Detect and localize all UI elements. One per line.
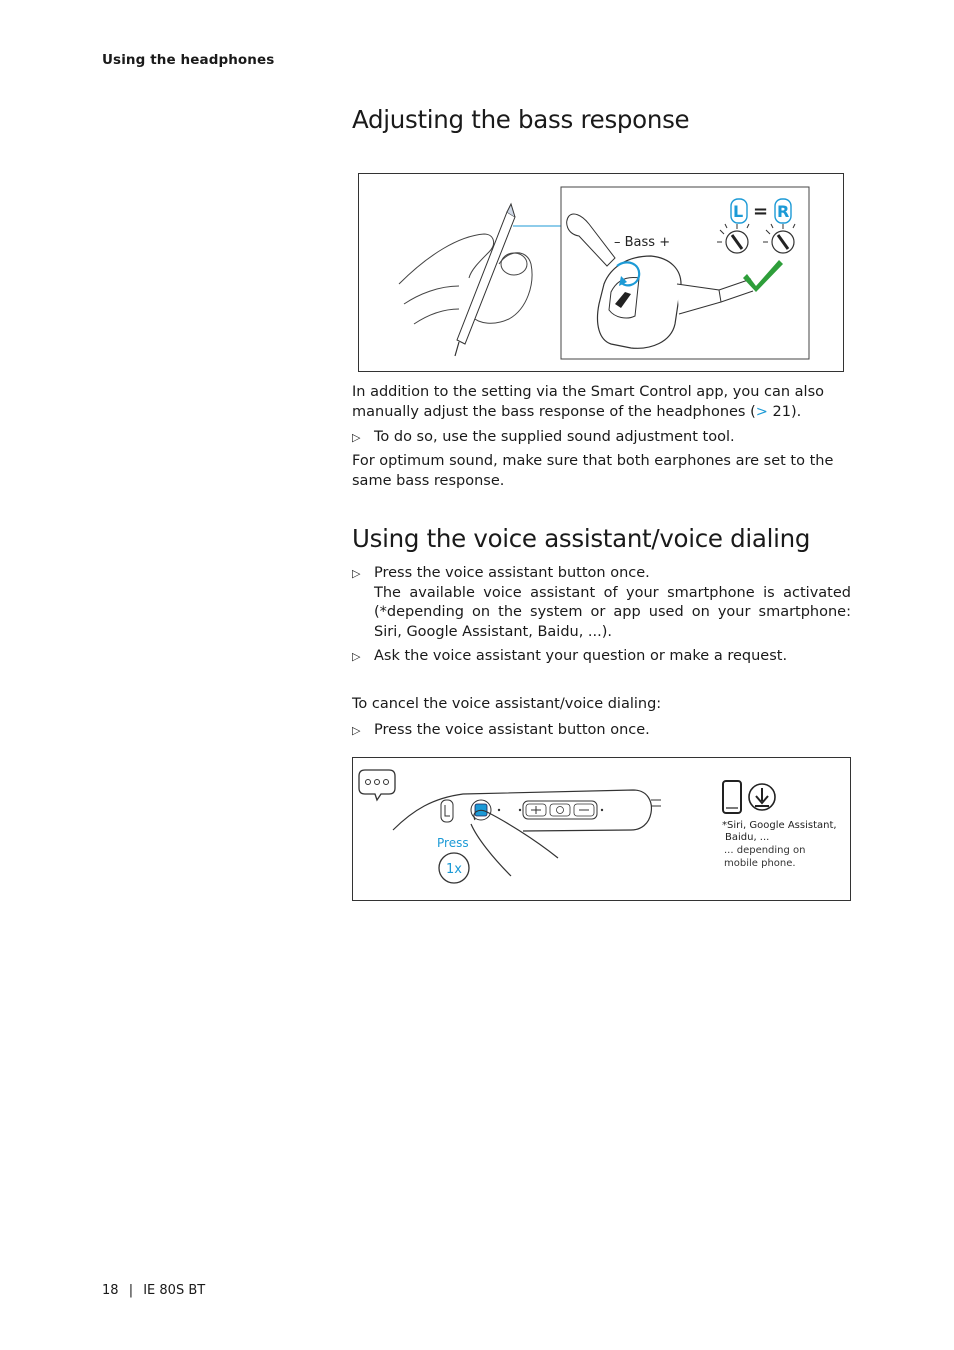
equals-sign: = (753, 201, 769, 222)
step-triangle-icon: ▷ (352, 650, 361, 663)
page-reference-link[interactable]: > (755, 403, 768, 420)
step-triangle-icon: ▷ (352, 567, 361, 580)
page-number: 18 (102, 1283, 119, 1298)
note-line-4: mobile phone. (724, 858, 796, 869)
page-footer (102, 1283, 205, 1298)
cancel-step-text: Press the voice assistant button once. (374, 722, 650, 738)
running-head: Using the headphones (102, 52, 275, 68)
bass-illustration (359, 174, 843, 371)
press-count: 1x (446, 862, 462, 877)
download-icon (749, 784, 775, 810)
footer-separator: | (128, 1283, 134, 1298)
product-name: IE 80S BT (143, 1283, 206, 1298)
note-line-3: ... depending on (724, 845, 806, 856)
left-badge: L (733, 202, 744, 221)
cancel-intro: To cancel the voice assistant/voice dialing: (352, 696, 662, 712)
smartphone-icon (723, 781, 741, 813)
bass-figure (358, 173, 844, 372)
step-triangle-icon: ▷ (352, 724, 361, 737)
bass-note-paragraph: For optimum sound, make sure that both earphones are set to the same bass response. (352, 453, 834, 489)
section-title-voice: Using the voice assistant/voice dialing (352, 524, 811, 553)
bass-intro-paragraph (352, 383, 851, 422)
right-badge: R (777, 202, 790, 221)
bass-label: – Bass + (614, 235, 671, 250)
voice-step-1-line1: Press the voice assistant button once. (374, 565, 650, 581)
voice-step-2 (352, 647, 851, 667)
step-triangle-icon: ▷ (352, 431, 361, 444)
bass-step (352, 428, 851, 448)
voice-step-1-body (374, 564, 851, 642)
voice-step-1-line2: The available voice assistant of your smartphone is activated (*depending on the system or app used on your smartphone: Siri, Google Assistant, Baidu, ...). (374, 584, 851, 640)
bass-intro-text: In addition to the setting via the Smart Control app, you can also manually adjust the bass response of the headphones ( (352, 384, 824, 420)
speech-bubble-icon (359, 770, 395, 800)
voice-step-1 (352, 564, 851, 642)
section-title-bass: Adjusting the bass response (352, 105, 690, 134)
voice-step-2-text: Ask the voice assistant your question or make a request. (374, 648, 788, 664)
note-line-1: *Siri, Google Assistant, (722, 820, 837, 831)
voice-illustration (353, 758, 850, 900)
press-label: Press (437, 836, 469, 850)
note-line-2: Baidu, ... (725, 832, 770, 843)
bass-step-text: To do so, use the supplied sound adjustment tool. (374, 429, 735, 445)
bass-intro-page: 21). (767, 403, 802, 420)
voice-figure (352, 757, 851, 901)
cancel-step (352, 721, 851, 741)
